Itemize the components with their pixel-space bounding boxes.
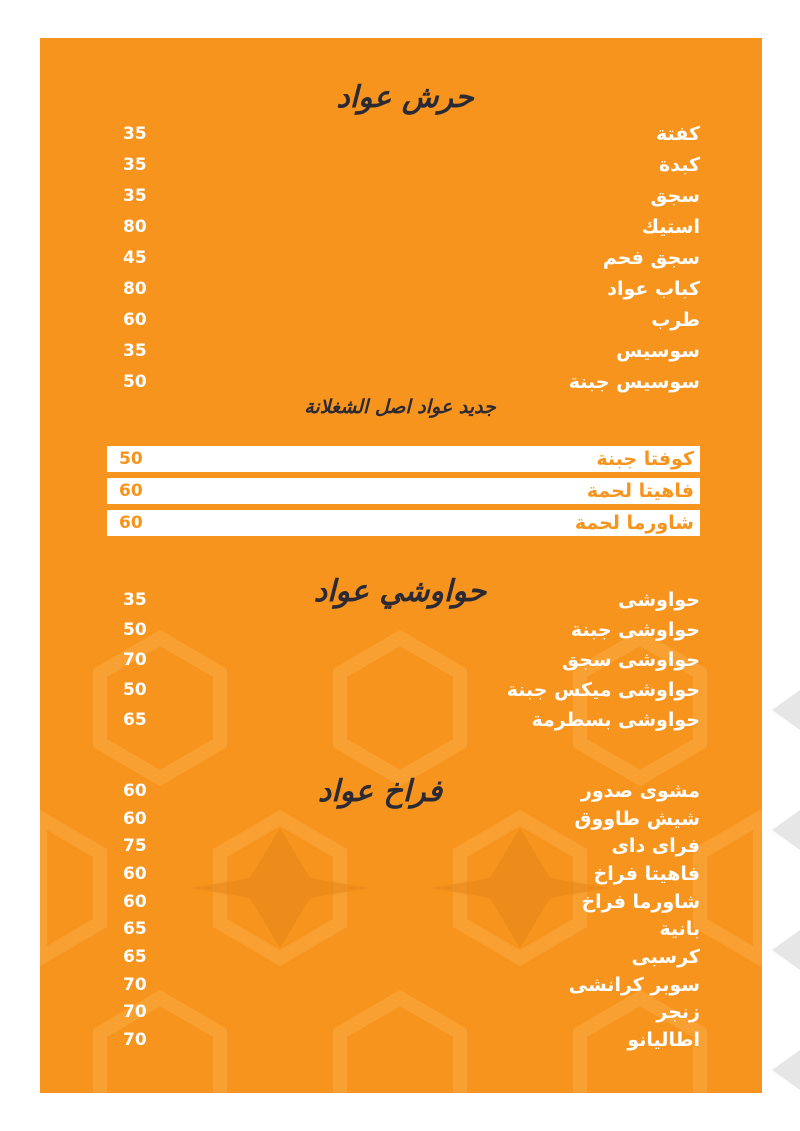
- menu-item: [107, 888, 700, 916]
- item-name: شيش طاووق: [574, 807, 700, 830]
- item-price: 35: [123, 154, 147, 175]
- item-price: 60: [123, 891, 147, 912]
- item-name: مشوى صدور: [580, 779, 700, 802]
- item-price: 60: [123, 808, 147, 829]
- item-name: سجق: [650, 184, 700, 207]
- item-name: كوفتا جبنة: [596, 448, 694, 470]
- item-price: 60: [123, 863, 147, 884]
- item-name: كباب عواد: [607, 277, 700, 300]
- menu-item: [107, 971, 700, 999]
- menu-item: [107, 645, 700, 675]
- item-name: سجق فحم: [602, 246, 700, 269]
- section-title-hawawshi: حواوشي عواد: [313, 574, 487, 609]
- item-name: حواوشى بسطرمة: [531, 709, 700, 731]
- item-name: حواوشى سجق: [562, 649, 700, 671]
- menu-item: [107, 118, 700, 149]
- section-title-new: جديد عواد اصل الشغلانة: [304, 396, 496, 418]
- item-name: استيك: [641, 215, 700, 238]
- item-name: سوبر كرانشى: [568, 973, 700, 996]
- item-price: 70: [123, 1002, 147, 1023]
- item-price: 65: [123, 919, 147, 940]
- item-price: 35: [123, 340, 147, 361]
- item-name: كرسبى: [631, 945, 700, 968]
- section-title-chicken: فراخ عواد: [317, 774, 443, 809]
- menu-item: [107, 1026, 700, 1054]
- highlighted-menu-item: [107, 446, 700, 472]
- item-name: فاهيتا لحمة: [586, 480, 694, 502]
- item-name: حواوشى ميكس جبنة: [506, 679, 700, 701]
- item-price: 60: [119, 513, 143, 533]
- item-price: 60: [123, 780, 147, 801]
- menu-item: [107, 304, 700, 335]
- item-name: حواوشى جبنة: [570, 619, 700, 641]
- menu-item: [107, 705, 700, 735]
- chicken-list: [107, 777, 700, 1054]
- menu-item: [107, 943, 700, 971]
- menu-item: [107, 915, 700, 943]
- menu-item: [107, 777, 700, 805]
- menu-item: [107, 675, 700, 705]
- item-name: سوسيس: [616, 339, 700, 362]
- section-title-grill: حرش عواد: [336, 80, 474, 115]
- item-name: فراى داى: [611, 835, 700, 858]
- item-price: 60: [123, 309, 147, 330]
- item-price: 65: [123, 946, 147, 967]
- hawawshi-list: [107, 585, 700, 735]
- item-price: 60: [119, 481, 143, 501]
- item-name: حواوشى: [618, 589, 700, 611]
- item-price: 35: [123, 123, 147, 144]
- item-name: اطاليانو: [627, 1029, 700, 1052]
- menu-item: [107, 149, 700, 180]
- item-price: 50: [123, 371, 147, 392]
- item-price: 35: [123, 590, 147, 610]
- item-price: 70: [123, 1030, 147, 1051]
- item-price: 75: [123, 836, 147, 857]
- menu-item: [107, 585, 700, 615]
- item-name: طرب: [651, 308, 700, 331]
- menu-item: [107, 335, 700, 366]
- item-price: 70: [123, 650, 147, 670]
- item-price: 45: [123, 247, 147, 268]
- menu-item: [107, 211, 700, 242]
- grill-list: [107, 118, 700, 397]
- menu-item: [107, 805, 700, 833]
- item-price: 50: [123, 680, 147, 700]
- item-price: 50: [123, 620, 147, 640]
- menu-item: [107, 273, 700, 304]
- item-name: شاورما فراخ: [581, 890, 700, 913]
- item-name: فاهيتا فراخ: [593, 862, 700, 885]
- decorative-edge-pattern: [762, 690, 800, 1131]
- menu-item: [107, 999, 700, 1027]
- menu-panel: [40, 38, 762, 1093]
- item-name: بانية: [659, 918, 700, 941]
- item-price: 70: [123, 974, 147, 995]
- item-name: زنجر: [656, 1001, 700, 1024]
- item-name: شاورما لحمة: [574, 512, 694, 534]
- menu-item: [107, 615, 700, 645]
- item-price: 65: [123, 710, 147, 730]
- menu-item: [107, 860, 700, 888]
- item-name: كفتة: [655, 122, 700, 145]
- menu-item: [107, 242, 700, 273]
- item-name: كبدة: [659, 153, 700, 176]
- item-price: 35: [123, 185, 147, 206]
- menu-item: [107, 180, 700, 211]
- menu-item: [107, 366, 700, 397]
- item-price: 80: [123, 278, 147, 299]
- menu-item: [107, 832, 700, 860]
- item-price: 50: [119, 449, 143, 469]
- new-items-list: [107, 446, 700, 542]
- item-name: سوسيس جبنة: [568, 370, 700, 393]
- highlighted-menu-item: [107, 510, 700, 536]
- highlighted-menu-item: [107, 478, 700, 504]
- item-price: 80: [123, 216, 147, 237]
